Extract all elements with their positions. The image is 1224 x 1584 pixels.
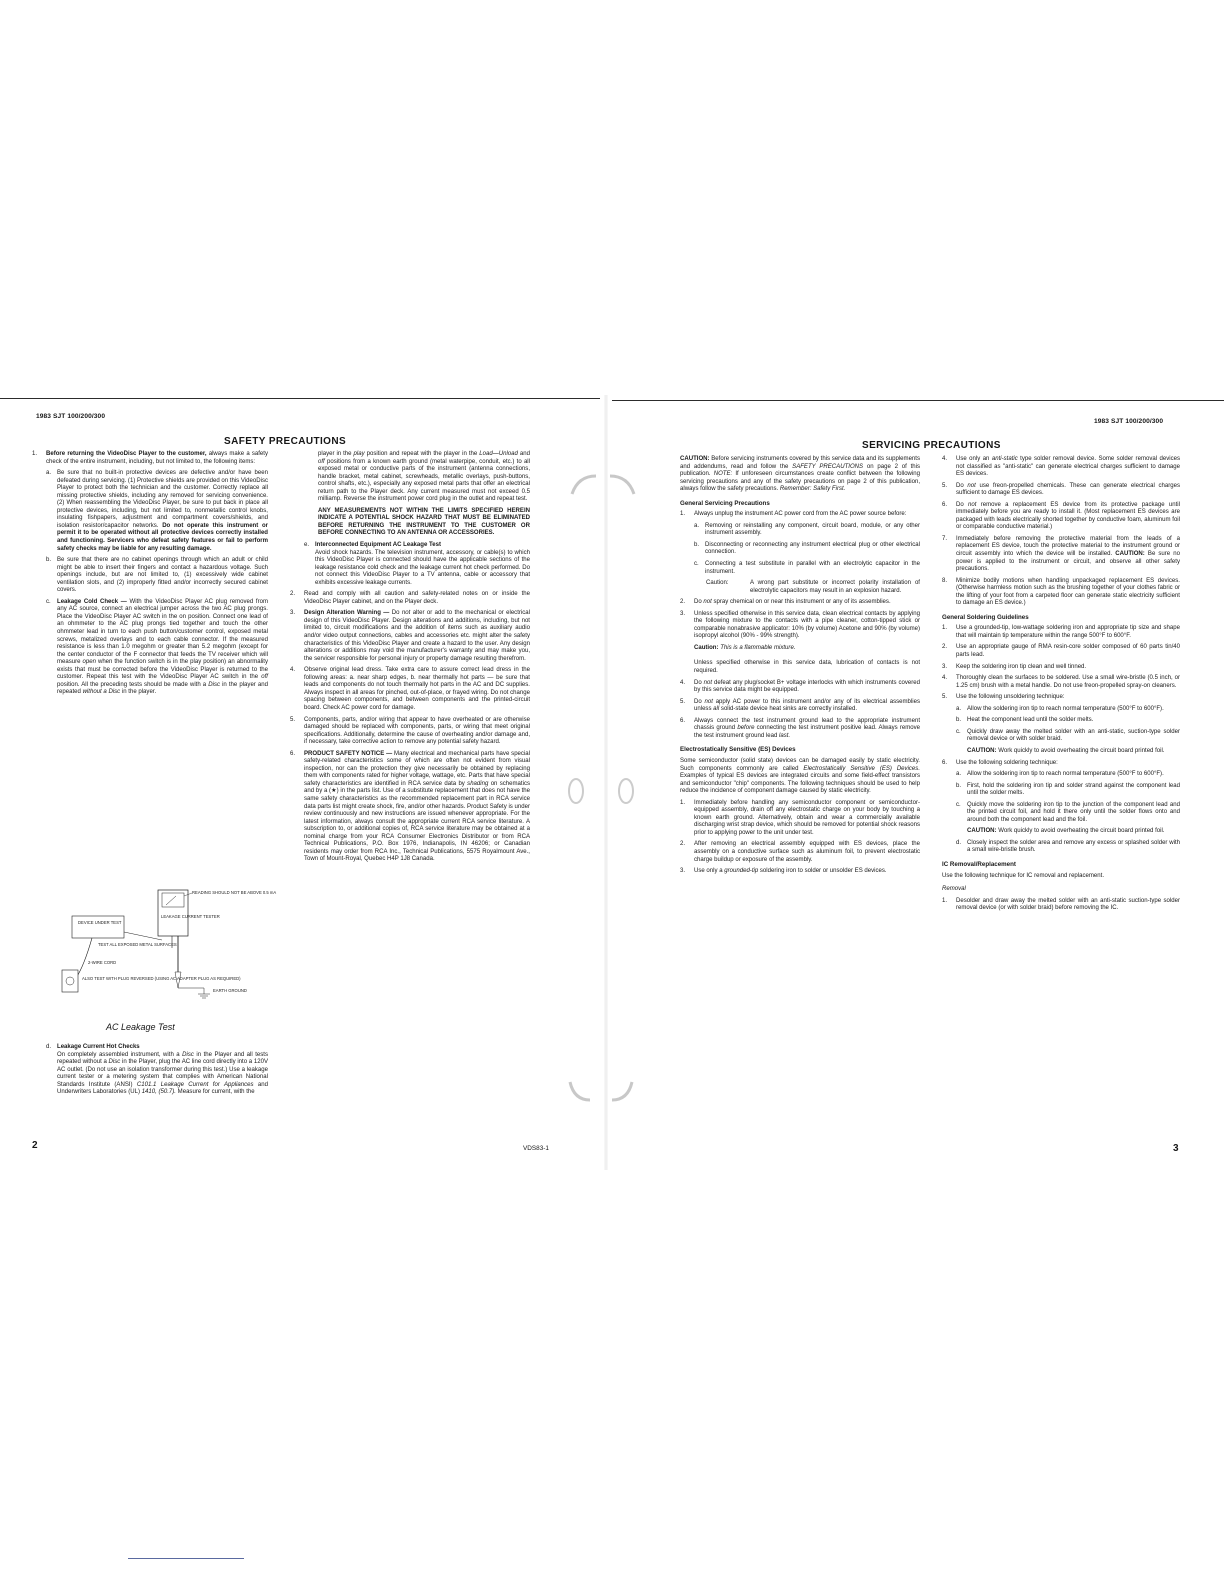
list-item: 5. Use the following unsoldering technique: — [942, 694, 1065, 701]
paragraph: Some semiconductor (solid state) devices can be damaged easily by static electricity. Such components commonly are called Electrostatically Sensitive (ES) Devices. Examples of typical ES devices are integrated circuits and some field-effect transistors and semiconductor "chip" components. The following techniques should be used to help reduce the incidence of component damage caused by static electricity. — [680, 757, 920, 795]
binder-hole-middle — [566, 776, 636, 806]
ac-leakage-test-diagram — [58, 860, 277, 1010]
list-item: 4. Use only an anti-static type solder removal device. Some solder removal devices not classified as "anti-static" can generate electrical charges sufficient to damage ES devices. — [942, 456, 1180, 478]
list-item: 2. After removing an electrical assembly equipped with ES devices, place the assembly on a conductive surface such as aluminum foil, to prevent electrostatic charge buildup or exposure of the assembly. — [680, 841, 920, 863]
figure-caption: AC Leakage Test — [106, 1022, 175, 1032]
list-item: a. Allow the soldering iron tip to reach normal temperature (500°F to 600°F). — [956, 771, 1164, 778]
list-item: a. Allow the soldering iron tip to reach normal temperature (500°F to 600°F). — [956, 705, 1164, 712]
top-rule-left — [0, 398, 600, 399]
subheading-removal: Removal — [942, 886, 966, 893]
list-item: 1. Desolder and draw away the melted solder with an anti-static suction-type solder removal device (or with solder braid) before removing the IC. — [942, 897, 1180, 912]
paragraph: player in the play position and repeat with the player in the Load—Unload and off positions from a known earth ground (metal waterpipe, conduit, etc.) to all exposed metal or conductive parts of the instrument (antenna connections, handle bracket, metal cabinet, screwheads, metallic overlays, push-buttons, control shafts, etc.), especially any exposed metal parts that offer an electrical return path to the Player deck. Any current measured must not exceed 0.5 milliamp. Reverse the instrument power cord plug in the outlet and repeat test. — [318, 451, 530, 503]
left-column-2 — [290, 451, 530, 868]
bottom-edge-line — [128, 1558, 244, 1559]
page-title-servicing: SERVICING PRECAUTIONS — [862, 440, 1001, 451]
list-item: c. Quickly move the soldering iron tip to the junction of the component lead and the printed circuit foil, and hold it there only until the solder flows onto and around both the component lead and the foil. — [956, 801, 1180, 823]
page-title-safety: SAFETY PRECAUTIONS — [224, 436, 347, 447]
list-item: 2. Read and comply with all caution and safety-related notes on or inside the VideoDisc Player cabinet, and on the Player deck. — [290, 591, 530, 605]
list-item: 7. Immediately before removing the protective material from the leads of a replacement ES device, touch the protective material to the instrument ground or circuit assembly into which the device will be installed. CAUTION: Be sure no power is applied to the instrument or circuit, and observe all other safety precautions. — [942, 535, 1180, 573]
section-heading: General Soldering Guidelines — [942, 613, 1029, 621]
binder-hole-bottom — [566, 1076, 636, 1106]
list-item: 6. Always connect the test instrument ground lead to the appropriate instrument chassis ground before connecting the test instrument positive lead. Always remove the test instrument ground lead last. — [680, 717, 921, 739]
earth-ground-label: EARTH GROUND — [213, 988, 247, 993]
list-item: 3. Unless specified otherwise in this service data, clean electrical contacts by applying the following mixture to the contacts with a pipe cleaner, cotton-tipped stick or comparable nonabrasive applicator: 10% (by volume) Acetone and 90% (by volume) isopropyl alcohol (90% - 99% strength). Caution: This is a flammable mixture. Unless specified otherwise in this service data, lubrication of contacts is not required. — [680, 610, 920, 675]
list-item: a. Removing or reinstalling any component, circuit board, module, or any other instrument assembly. — [694, 522, 920, 537]
running-header-right: 1983 SJT 100/200/300 — [1094, 418, 1164, 425]
device-label: DEVICE UNDER TEST — [78, 920, 122, 925]
list-item: d. Leakage Current Hot Checks On completely assembled instrument, with a Disc in the Player and all tests repeated without a Disc in the Player, plug the AC line cord directly into a 120V AC outlet. (Do not use an isolation transformer during this test.) Use a leakage current tester or a metering system that complies with American National Standards Institute (ANSI) C101.1 Leakage Current for Appliances and Underwriters Laboratories (UL) 1410, (50.7). Measure for current, with the — [46, 1044, 268, 1096]
right-column-1 — [680, 456, 920, 880]
list-item: 4. Do not defeat any plug/socket B+ voltage interlocks with which instruments covered by this service data might be equipped. — [680, 679, 920, 694]
list-item: c. Quickly draw away the melted solder with an anti-static, suction-type solder removal device or with solder braid. — [956, 728, 1180, 743]
document-id: VDS83-1 — [523, 1145, 549, 1152]
tester-label: LEAKAGE CURRENT TESTER — [161, 914, 220, 919]
list-item: 3. Keep the soldering iron tip clean and well tinned. — [942, 663, 1087, 670]
list-item: 2. Do not spray chemical on or near this instrument or any of its assemblies. — [680, 599, 891, 606]
list-item: b. Be sure that there are no cabinet openings through which an adult or child might be able to insert their fingers and contact a hazardous voltage. Such openings include, but are not limited to, (1) excessively wide cabinet ventilation slots, and (2) improperly fitted and/or incorrectly secured cabinet covers. — [46, 557, 268, 594]
right-column-2 — [942, 456, 1180, 917]
list-item: 6. Use the following soldering technique: — [942, 759, 1058, 766]
caution-note: CAUTION: Work quickly to avoid overheating the circuit board printed foil. — [967, 747, 1165, 754]
left-column-1 — [32, 451, 268, 701]
wall-outlet — [62, 970, 78, 992]
reading-label: READING SHOULD NOT BE ABOVE 0.5 mA — [192, 890, 277, 895]
section-heading: IC Removal/Replacement — [942, 860, 1016, 868]
left-column-1-bottom — [32, 1044, 268, 1101]
list-item: b. First, hold the soldering iron tip and solder strand against the component lead until the solder melts. — [956, 782, 1180, 797]
list-item: b. Heat the component lead until the solder melts. — [956, 717, 1094, 724]
list-item: 1. Immediately before handling any semiconductor component or semiconductor-equipped assembly, drain off any electrostatic charge on your body by touching a known earth ground. Alternatively, obtain and wear a commercially available discharging wrist strap device, which should be removed for potential shock reasons prior to applying power to the unit under test. — [680, 799, 920, 836]
list-item: 1. Always unplug the instrument AC power cord from the AC power source before: — [680, 511, 907, 518]
list-item: 5. Do not apply AC power to this instrument and/or any of its electrical assemblies unless all solid-state device heat sinks are correctly installed. — [680, 698, 920, 713]
caution-paragraph: CAUTION: Before servicing instruments covered by this service data and its supplements and addendums, read and follow the SAFETY PRECAUTIONS on page 2 of this publication. NOTE: If unforeseen circumstances create conflict between the following servicing precautions and any of the safety precautions on page 2 of this publication, always follow the safety precautions. Remember: Safety First. — [680, 456, 920, 493]
list-item: c. Connecting a test substitute in parallel with an electrolytic capacitor in the instrument. — [694, 561, 920, 575]
list-item: 6. PRODUCT SAFETY NOTICE — Many electrical and mechanical parts have special safety-related characteristics some of which are often not evident from visual inspection, nor can the protection they give necessarily be obtained by replacing them with components rated for higher voltage, wattage, etc. Parts that have special safety characteristics are identified in RCA service data by shading on schematics and by a (★) in the parts list. Use of a substitute replacement that does not have the same safety characteristics as the recommended replacement part in RCA service data parts list might create shock, fire, and/or other hazards. Product Safety is under review continuously and new instructions are issued whenever appropriate. For the latest information, always consult the appropriate current RCA service literature. A subscription to, or additional copies of, RCA service literature may be obtained at a nominal charge from your RCA Consumer Electronics Distributor or from RCA Technical Publications, P.O. Box 1976, Indianapolis, IN 46206; or Canadian residents may order from RCA Inc., Technical Publications, 5575 Royalmount Ave., Town of Mount-Royal, Quebec H4P 1J8 Canada. — [290, 750, 530, 863]
list-item: 5. Components, parts, and/or wiring that appear to have overheated or are otherwise damaged should be replaced with components, parts, or wiring that meet original specifications. Additionally, determine the cause of overheating and/or damage and, if necessary, take corrective action to remove any potential safety hazard. — [290, 716, 530, 746]
page-number-right: 3 — [1173, 1143, 1179, 1154]
cord-label: 2-WIRE CORD — [88, 960, 117, 965]
caution-note: Caution: A wrong part substitute or incorrect polarity installation of electrolytic capacitors may result in an explosion hazard. — [706, 580, 920, 594]
list-item: 1. Use a grounded-tip, low-wattage soldering iron and appropriate tip size and shape that will maintain tip temperature within the range 500°F to 600°F. — [942, 625, 1180, 639]
list-item: 2. Use an appropriate gauge of RMA resin-core solder composed of 60 parts tin/40 parts lead. — [942, 644, 1180, 659]
list-item: 3. Design Alteration Warning — Do not alter or add to the mechanical or electrical design of this VideoDisc Player. Design alterations and additions, including, but not limited to, circuit modifications and the addition of items such as auxiliary audio and/or video output connections, cables and accessories etc. might alter the safety characteristics of this VideoDisc Player and create a hazard to the user. Any design alterations or additions may void the manufacturer's warranty and may make you, the servicer responsible for personal injury or property damage resulting therefrom. — [290, 610, 530, 662]
warning-caps: ANY MEASUREMENTS NOT WITHIN THE LIMITS SPECIFIED HEREIN INDICATE A POTENTIAL SHOCK HAZARD THAT MUST BE ELIMINATED BEFORE RETURNING THE INSTRUMENT TO THE CUSTOMER OR BEFORE CONNECTING TO AN ANTENNA OR ACCESSORIES. — [318, 507, 530, 537]
running-header-left: 1983 SJT 100/200/300 — [36, 413, 106, 420]
section-heading: General Servicing Precautions — [680, 499, 770, 507]
list-item: 5. Do not use freon-propelled chemicals. These can generate electrical charges sufficient to damage ES devices. — [942, 482, 1180, 497]
binder-hole-top — [568, 470, 638, 500]
list-item: 6. Do not remove a replacement ES device from its protective package until immediately before you are ready to install it. (Most replacement ES devices are packaged with leads electrically shorted together by conductive foam, aluminum foil or comparable conductive material.) — [942, 501, 1180, 531]
list-item: a. Be sure that no built-in protective devices are defective and/or have been defeated during servicing. (1) Protective shields are provided on this VideoDisc Player to protect both the technician and the customer. Correctly replace all missing protective shields, including any removed for servicing convenience. (2) When reassembling the VideoDisc Player, be sure to put back in place all protective devices, including, but not limited to, nonmetallic control knobs, insulating fishpapers, adjustment and compartment covers/shields, and isolation resistor/capacitor networks. Do not operate this instrument or permit it to be operated without all protective devices correctly installed and functioning. Servicers who defeat safety features or fail to perform safety checks may be liable for any resulting damage. — [46, 470, 268, 552]
list-item: d. Closely inspect the solder area and remove any excess or splashed solder with a small wire-bristle brush. — [956, 839, 1180, 854]
list-item: 4. Observe original lead dress. Take extra care to assure correct lead dress in the following areas: a. near sharp edges, b. near thermally hot parts — be sure that leads and components do not touch thermally hot parts in the AC and DC supplies. Always inspect in all areas for pinched, out-of-place, or frayed wiring. Do not change spacing between components, and between components and the printed-circuit board. Check AC power cord for damage. — [290, 667, 530, 711]
also-test-label: ALSO TEST WITH PLUG REVERSED (USING AC ADAPTER PLUG AS REQUIRED) — [82, 976, 241, 981]
list-item: c. Leakage Cold Check — With the VideoDisc Player AC plug removed from any AC source, connect an electrical jumper across the two AC plug prongs. Place the VideoDisc Player AC switch in the on position. Connect one lead of an ohmmeter to the AC plug prongs tied together and touch the other ohmmeter lead in turn to each push button/customer control, exposed metal screws, metalized overlays and to each cable connector. If the measured resistance is less than 1.0 megohm or greater than 5.2 megohm (except for the center conductor of the F connector that feeds the TV receiver which will measure open when the function switch is in the play position) an abnormality exists that must be corrected before the VideoDisc Player is returned to the customer. Repeat this test with the VideoDisc Player AC switch in the off position. All the preceding tests should be made with a Disc in the player and repeated without a Disc in the player. — [46, 598, 269, 696]
paragraph: Use the following technique for IC removal and replacement. — [942, 872, 1105, 879]
list-item: e. Interconnected Equipment AC Leakage Test Avoid shock hazards. The television instrument, accessory, or cable(s) to which this VideoDisc Player is connected should have the applicable sections of the leakage resistance cold check and the leakage current hot check performed. Do not connect this VideoDisc Player to a TV antenna, cable or accessory that exhibits excessive leakage currents. — [304, 542, 530, 586]
test-all-label: TEST ALL EXPOSED METAL SURFACES — [98, 942, 177, 947]
page-number-left: 2 — [32, 1140, 38, 1151]
list-item: 3. Use only a grounded-tip soldering iron to solder or unsolder ES devices. — [680, 868, 887, 875]
list-item: 8. Minimize bodily motions when handling unpackaged replacement ES devices. (Otherwise harmless motion such as the brushing together of your clothes fabric or the lifting of your foot from a carpeted floor can generate static electricity sufficient to damage an ES device.) — [942, 577, 1180, 607]
list-item: b. Disconnecting or reconnecting any instrument electrical plug or other electrical connection. — [694, 541, 920, 556]
caution-note: CAUTION: Work quickly to avoid overheating the circuit board printed foil. — [967, 828, 1165, 835]
list-item: 1. Before returning the VideoDisc Player to the customer, always make a safety check of the entire instrument, including, but not limited to, the following items: — [32, 451, 268, 465]
list-item: 4. Thoroughly clean the surfaces to be soldered. Use a small wire-bristle (0.5 inch, or 1.25 cm) brush with a metal handle. Do not use freon-propelled spray-on cleaners. — [942, 675, 1180, 689]
section-heading: Electrostatically Sensitive (ES) Devices — [680, 746, 796, 754]
top-rule-right — [612, 400, 1224, 401]
